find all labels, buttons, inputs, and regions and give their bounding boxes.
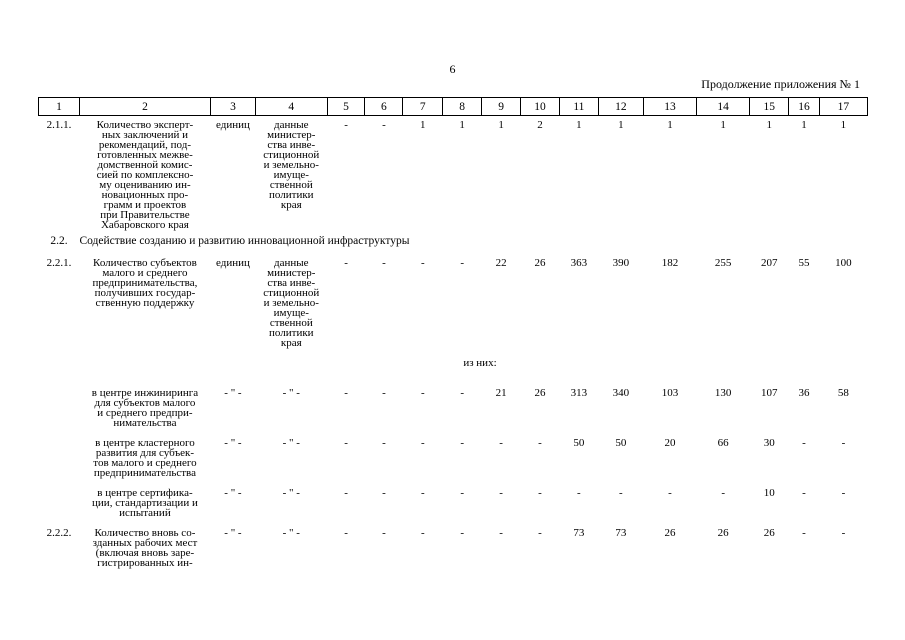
value-cell: 130: [714, 387, 732, 399]
value-cell: 30: [763, 437, 775, 449]
unit-cell: - " -: [224, 487, 242, 499]
table-row-engineering-center: [39, 378, 868, 428]
value-cell: -: [841, 527, 846, 539]
value-cell: 55: [798, 257, 810, 269]
source-cell: - " -: [282, 487, 300, 499]
value-cell: 21: [495, 387, 507, 399]
value-cell: -: [577, 487, 581, 499]
value-cell: -: [420, 437, 425, 449]
value-cell: 50: [615, 437, 627, 449]
indicator-name: Количество эксперт- ных заключений и рекомендаций, под- готовленных межве- домственной комис- сией по комплексно- му оцениванию ин- новационных про- грамм и проектов при Правительстве Хабаровского края: [96, 119, 194, 231]
value-cell: 2: [537, 119, 543, 131]
value-cell: 1: [801, 119, 807, 131]
section-number: 2.2.: [50, 235, 68, 247]
value-cell: -: [382, 119, 386, 131]
value-cell: 1: [720, 119, 726, 131]
value-cell: -: [344, 437, 348, 449]
value-cell: 26: [763, 527, 775, 539]
value-cell: 255: [714, 257, 732, 269]
value-cell: -: [420, 387, 425, 399]
value-cell: -: [420, 487, 425, 499]
value-cell: 1: [498, 119, 504, 131]
table-row-cluster-center: [39, 428, 868, 478]
header-cell: 1: [39, 98, 80, 116]
header-cell: 8: [443, 98, 482, 116]
indicator-name: в центре инжиниринга для субъектов малого и среднего предпри- нимательства: [91, 387, 199, 429]
value-cell: -: [499, 527, 503, 539]
source-cell: - " -: [282, 387, 300, 399]
header-cell: 7: [403, 98, 443, 116]
value-cell: -: [460, 527, 465, 539]
value-cell: -: [420, 527, 425, 539]
section-title: Содействие созданию и развитию инновационной инфраструктуры: [79, 235, 410, 247]
indicator-name: в центре сертифика- ции, стандартизации и испытаний: [92, 487, 198, 519]
value-cell: 103: [661, 387, 679, 399]
unit-cell: - " -: [224, 437, 242, 449]
header-cell: 13: [643, 98, 696, 116]
indicator-name: Количество вновь со- зданных рабочих мест (включая вновь заре- гистрированных ин-: [92, 527, 198, 569]
value-cell: -: [460, 487, 465, 499]
table-header-row: [39, 98, 868, 116]
value-cell: 1: [459, 119, 465, 131]
source-cell: данные министер- ства инве- стиционной и земельно- имуще- ственной политики края: [263, 257, 320, 349]
source-cell: - " -: [282, 527, 300, 539]
value-cell: -: [460, 257, 465, 269]
row-number: 2.2.1.: [46, 257, 72, 269]
header-cell: 6: [365, 98, 403, 116]
value-cell: -: [841, 487, 846, 499]
value-cell: -: [344, 487, 348, 499]
value-cell: -: [382, 527, 386, 539]
value-cell: -: [499, 437, 503, 449]
header-cell: 3: [210, 98, 255, 116]
value-cell: 1: [840, 119, 847, 131]
value-cell: 10: [763, 487, 775, 499]
table-row-2-2-1: [39, 254, 868, 348]
value-cell: -: [420, 257, 425, 269]
header-cell: 14: [697, 98, 750, 116]
value-cell: 313: [570, 387, 588, 399]
value-cell: -: [618, 487, 623, 499]
value-cell: 1: [420, 119, 426, 131]
header-cell: 9: [482, 98, 521, 116]
value-cell: 58: [837, 387, 849, 399]
indicator-name: в центре кластерного развития для субъек- тов малого и среднего предпринимательства: [93, 437, 197, 479]
indicator-name: Количество субъектов малого и среднего предпринимательства, получивших государ- ственную поддержку: [92, 257, 198, 309]
unit-cell: - " -: [224, 527, 242, 539]
value-cell: 107: [760, 387, 778, 399]
source-cell: данные министер- ства инве- стиционной и земельно- имуще- ственной политики края: [263, 119, 320, 211]
value-cell: -: [538, 437, 542, 449]
value-cell: 390: [612, 257, 630, 269]
value-cell: 50: [573, 437, 585, 449]
header-cell: 17: [819, 98, 867, 116]
value-cell: -: [841, 437, 846, 449]
value-cell: 1: [618, 119, 624, 131]
value-cell: 207: [760, 257, 778, 269]
row-number: 2.1.1.: [46, 119, 72, 131]
unit-cell: единиц: [216, 119, 250, 131]
subheading-label: из них:: [463, 357, 497, 369]
value-cell: -: [499, 487, 503, 499]
value-cell: 20: [664, 437, 676, 449]
value-cell: 73: [573, 527, 585, 539]
continuation-label: Продолжение приложения № 1: [701, 77, 860, 91]
header-cell: 4: [255, 98, 327, 116]
value-cell: 340: [612, 387, 630, 399]
value-cell: -: [460, 437, 465, 449]
value-cell: -: [721, 487, 725, 499]
table-row-2-2-2: [39, 518, 868, 568]
value-cell: 66: [717, 437, 729, 449]
value-cell: 100: [835, 257, 852, 269]
value-cell: -: [668, 487, 672, 499]
value-cell: 26: [534, 387, 546, 399]
indicator-table: [38, 97, 868, 568]
value-cell: -: [382, 387, 386, 399]
header-cell: 5: [327, 98, 365, 116]
value-cell: -: [344, 257, 348, 269]
header-cell: 10: [521, 98, 560, 116]
value-cell: 36: [798, 387, 810, 399]
value-cell: -: [382, 437, 386, 449]
value-cell: -: [538, 487, 542, 499]
value-cell: 1: [576, 119, 582, 131]
value-cell: 73: [615, 527, 627, 539]
unit-cell: единиц: [216, 257, 250, 269]
header-cell: 2: [79, 98, 210, 116]
row-number: 2.2.2.: [46, 527, 72, 539]
value-cell: -: [802, 437, 806, 449]
unit-cell: - " -: [224, 387, 242, 399]
section-row-2-2: [39, 230, 868, 254]
value-cell: -: [344, 119, 348, 131]
value-cell: -: [802, 487, 806, 499]
value-cell: 1: [667, 119, 673, 131]
value-cell: -: [382, 257, 386, 269]
page-number: 6: [449, 62, 456, 76]
value-cell: 1: [766, 119, 772, 131]
header-cell: 16: [789, 98, 820, 116]
table-row-certification-center: [39, 478, 868, 518]
table-row-2-1-1: [39, 116, 868, 231]
header-cell: 15: [750, 98, 789, 116]
value-cell: 26: [664, 527, 676, 539]
value-cell: 182: [661, 257, 679, 269]
value-cell: -: [802, 527, 806, 539]
value-cell: -: [382, 487, 386, 499]
value-cell: -: [344, 387, 348, 399]
source-cell: - " -: [282, 437, 300, 449]
subheading-row: [39, 348, 868, 378]
value-cell: -: [344, 527, 348, 539]
header-cell: 11: [559, 98, 598, 116]
value-cell: 26: [534, 257, 546, 269]
value-cell: 363: [570, 257, 588, 269]
value-cell: -: [460, 387, 465, 399]
header-cell: 12: [598, 98, 643, 116]
value-cell: -: [538, 527, 542, 539]
value-cell: 22: [495, 257, 507, 269]
value-cell: 26: [717, 527, 729, 539]
